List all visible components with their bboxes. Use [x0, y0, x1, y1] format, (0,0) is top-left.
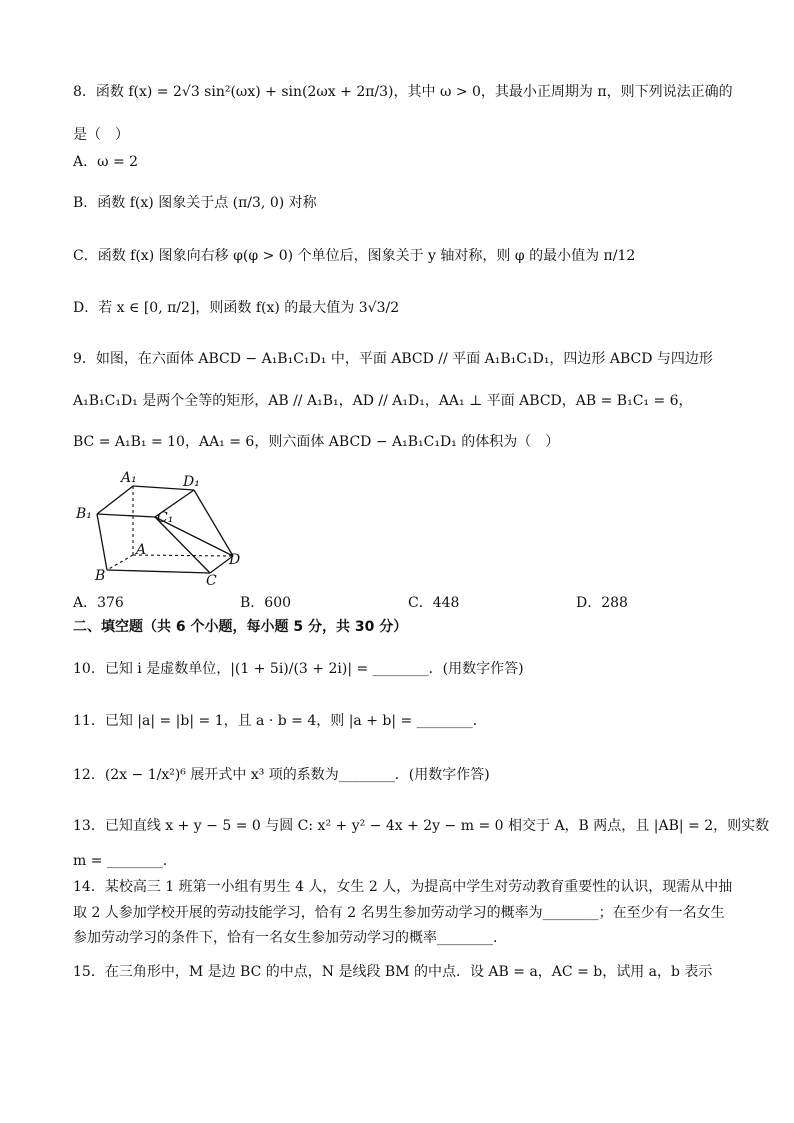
label-c: C	[206, 573, 217, 586]
label-c1: C₁	[157, 510, 174, 526]
label-d: D	[229, 552, 241, 568]
q10: 10．已知 i 是虚数单位，|(1 + 5i)/(3 + 2i)| = ________．(用数字作答)	[73, 661, 524, 677]
q9-option-b: B．600	[240, 595, 292, 611]
edge-a1-b1	[97, 486, 133, 514]
q8-option-c: C．函数 f(x) 图象向右移 φ(φ > 0) 个单位后，图象关于 y 轴对称，则 φ 的最小值为 π/12	[73, 248, 636, 264]
q11: 11．已知 |a| = |b| = 1，且 a · b = 4，则 |a + b| = ________．	[73, 713, 487, 729]
edge-b-c	[107, 570, 210, 573]
q13-line1: 13．已知直线 x + y − 5 = 0 与圆 C: x² + y² − 4x + 2y − m = 0 相交于 A，B 两点，且 |AB| = 2，则实数	[73, 818, 770, 834]
q8-option-a: A．ω = 2	[73, 154, 139, 170]
q14-line1: 14．某校高三 1 班第一小组有男生 4 人，女生 2 人，为提高中学生对劳动教育重要性的认识，现需从中抽	[73, 879, 733, 895]
q9-options	[73, 592, 633, 612]
q9-line3: BC = A₁B₁ = 10，AA₁ = 6，则六面体 ABCD − A₁B₁C₁D₁ 的体积为（ ）	[73, 434, 560, 450]
q9-option-c: C．448	[408, 595, 460, 611]
edge-a-d-hidden	[133, 555, 233, 556]
q14-line2: 取 2 人参加学校开展的劳动技能学习，恰有 2 名男生参加劳动学习的概率为________；在至少有一名女生	[73, 905, 725, 921]
label-b1: B₁	[76, 506, 92, 522]
edge-b1-c1	[97, 514, 155, 517]
q15: 15．在三角形中，M 是边 BC 的中点，N 是线段 BM 的中点．设 AB = a，AC = b，试用 a，b 表示	[73, 964, 713, 980]
q9-line2: A₁B₁C₁D₁ 是两个全等的矩形，AB // A₁B₁，AD // A₁D₁，AA₁ ⊥ 平面 ABCD，AB = B₁C₁ = 6，	[73, 393, 693, 409]
edge-b1-b	[97, 514, 107, 570]
q13-line2: m = ________．	[73, 853, 177, 869]
q9-option-d: D．288	[576, 595, 628, 611]
q9-option-a: A．376	[73, 595, 124, 611]
q12: 12．(2x − 1/x²)⁶ 展开式中 x³ 项的系数为________．(用数字作答)	[73, 767, 490, 783]
q8-option-d: D．若 x ∈ [0, π/2]，则函数 f(x) 的最大值为 3√3/2	[73, 300, 400, 316]
q8-stem-cont: 是（ ）	[73, 127, 129, 143]
q8-option-b: B．函数 f(x) 图象关于点 (π/3, 0) 对称	[73, 195, 317, 211]
hexahedron-figure	[73, 464, 253, 586]
q14-line3: 参加劳动学习的条件下，恰有一名女生参加劳动学习的概率________．	[73, 930, 507, 946]
label-a: A	[136, 542, 147, 558]
label-a1: A₁	[121, 470, 137, 486]
edge-a-b-hidden	[107, 555, 133, 570]
section-heading: 二、填空题（共 6 个小题，每小题 5 分，共 30 分）	[73, 619, 408, 635]
label-d1: D₁	[183, 474, 200, 490]
q8-stem: 8．函数 f(x) = 2√3 sin²(ωx) + sin(2ωx + 2π/3)，其中 ω > 0，其最小正周期为 π，则下列说法正确的	[73, 84, 733, 100]
label-b: B	[95, 568, 106, 584]
q9-line1: 9．如图，在六面体 ABCD − A₁B₁C₁D₁ 中，平面 ABCD // 平面 A₁B₁C₁D₁，四边形 ABCD 与四边形	[73, 351, 713, 367]
